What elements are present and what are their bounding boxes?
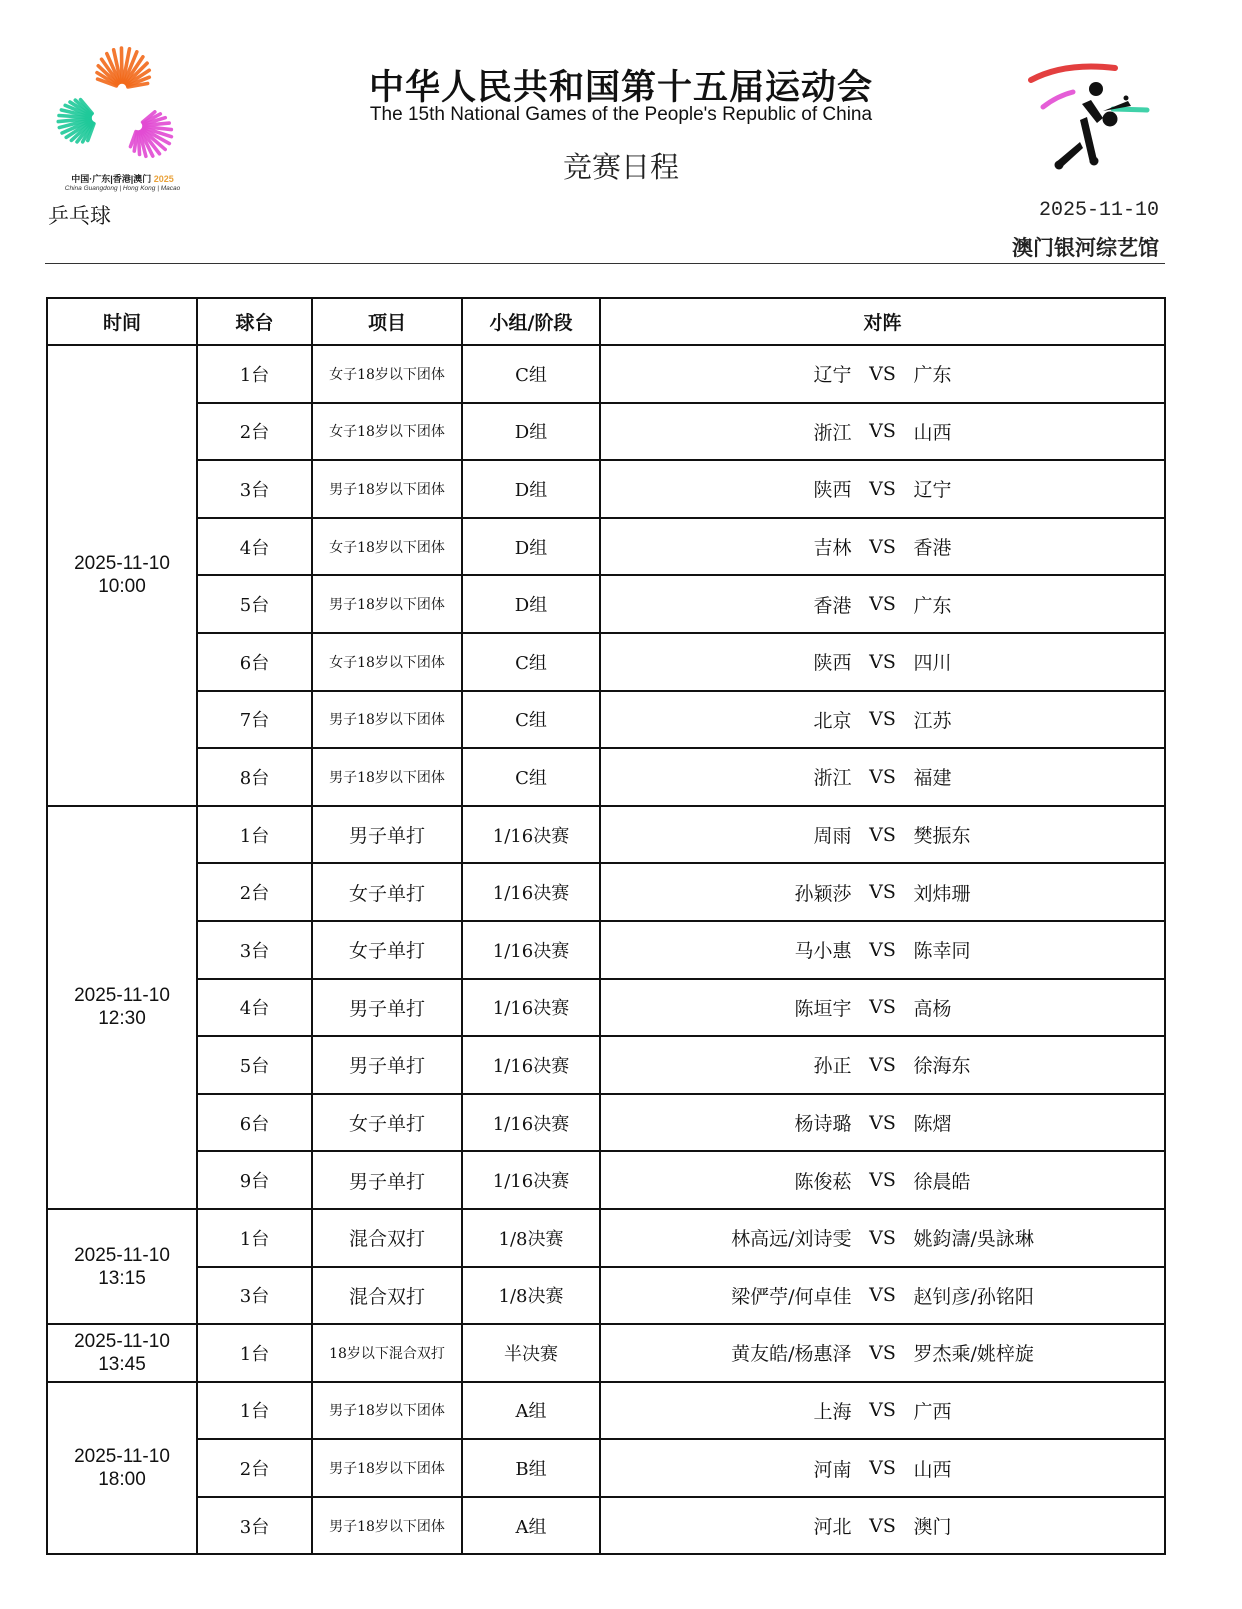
column-header-stage: 小组/阶段 (462, 298, 600, 345)
table-row (47, 1324, 1165, 1382)
matchup (601, 1109, 1164, 1136)
session-date: 2025-11-10 (74, 1446, 170, 1468)
event-cell: 男子单打 (312, 806, 462, 864)
side-a: 香港 (813, 594, 852, 617)
page-title-cn: 中华人民共和国第十五届运动会 (368, 68, 873, 108)
table-row (47, 575, 1165, 633)
column-header-time: 时间 (47, 298, 197, 345)
stage-cell: D组 (462, 460, 600, 518)
stage-cell: A组 (462, 1497, 600, 1555)
schedule-date: 2025-11-10 (1038, 199, 1159, 222)
event-cell: 男子单打 (312, 979, 462, 1037)
vs-label: VS (869, 1226, 896, 1249)
matchup (601, 1455, 1164, 1482)
stage-cell: 1/8决赛 (462, 1267, 600, 1325)
side-a: 辽宁 (813, 364, 852, 387)
table-row (47, 1382, 1165, 1440)
side-b: 广东 (913, 364, 952, 387)
matchup-cell (600, 1151, 1165, 1209)
vs-label: VS (869, 362, 896, 385)
side-a: 吉林 (813, 537, 852, 560)
side-b: 姚鈞濤/吳詠琳 (913, 1228, 1034, 1251)
table-number-cell: 2台 (197, 1439, 312, 1497)
matchup-cell (600, 1036, 1165, 1094)
matchup-cell (600, 403, 1165, 461)
table-number-cell: 2台 (197, 863, 312, 921)
event-cell: 男子单打 (312, 1036, 462, 1094)
matchup (601, 360, 1164, 387)
matchup-cell (600, 691, 1165, 749)
side-b: 辽宁 (913, 479, 952, 502)
side-a: 河北 (813, 1516, 852, 1539)
vs-label: VS (869, 1284, 896, 1307)
side-a: 梁俨苧/何卓佳 (731, 1285, 852, 1308)
side-a: 黄友皓/杨惠泽 (731, 1343, 852, 1366)
stage-cell: 1/16决赛 (462, 1151, 600, 1209)
matchup (601, 1051, 1164, 1078)
side-b: 徐海东 (913, 1055, 971, 1078)
side-b: 赵钊彦/孙铭阳 (913, 1285, 1034, 1308)
side-b: 福建 (913, 767, 952, 790)
session-time: 10:00 (98, 576, 146, 598)
table-row (47, 1209, 1165, 1267)
side-a: 林高远/刘诗雯 (731, 1228, 852, 1251)
matchup-cell (600, 460, 1165, 518)
vs-label: VS (869, 1399, 896, 1422)
side-b: 刘炜珊 (913, 882, 971, 905)
column-header-event: 项目 (312, 298, 462, 345)
vs-label: VS (869, 650, 896, 673)
sport-name: 乒乓球 (48, 204, 111, 228)
side-a: 浙江 (813, 767, 852, 790)
side-a: 周雨 (813, 825, 852, 848)
matchup (601, 1339, 1164, 1366)
matchup-cell (600, 806, 1165, 864)
vs-label: VS (869, 477, 896, 500)
stage-cell: 1/16决赛 (462, 863, 600, 921)
vs-label: VS (869, 823, 896, 846)
table-number-cell: 2台 (197, 403, 312, 461)
table-number-cell: 3台 (197, 460, 312, 518)
session-date: 2025-11-10 (74, 1330, 170, 1352)
vs-label: VS (869, 1111, 896, 1134)
side-a: 杨诗璐 (794, 1113, 852, 1136)
session-time: 18:00 (98, 1469, 146, 1491)
event-cell: 男子18岁以下团体 (312, 575, 462, 633)
vs-label: VS (869, 996, 896, 1019)
table-number-cell: 1台 (197, 1209, 312, 1267)
matchup (601, 763, 1164, 790)
matchup (601, 1282, 1164, 1309)
matchup (601, 821, 1164, 848)
event-cell: 男子18岁以下团体 (312, 1382, 462, 1440)
event-cell: 混合双打 (312, 1209, 462, 1267)
matchup (601, 936, 1164, 963)
vs-label: VS (869, 593, 896, 616)
page-title-en: The 15th National Games of the People's Republic of China (369, 104, 873, 125)
session-date: 2025-11-10 (74, 985, 170, 1007)
table-number-cell: 3台 (197, 921, 312, 979)
emblem-caption-en: China Guangdong | Hong Kong | Macao (64, 185, 181, 192)
side-a: 孙正 (813, 1055, 852, 1078)
event-cell: 男子18岁以下团体 (312, 691, 462, 749)
matchup (601, 533, 1164, 560)
table-number-cell: 6台 (197, 633, 312, 691)
table-number-cell: 3台 (197, 1267, 312, 1325)
matchup (601, 994, 1164, 1021)
matchup-cell (600, 345, 1165, 403)
stage-cell: C组 (462, 345, 600, 403)
matchup (601, 1397, 1164, 1424)
matchup (601, 1224, 1164, 1251)
matchup-cell (600, 575, 1165, 633)
table-row (47, 1497, 1165, 1555)
matchup-cell (600, 1497, 1165, 1555)
emblem-caption-year: 2025 (153, 174, 174, 184)
emblem-caption-cn: 中国·广东|香港|澳门 (71, 174, 152, 184)
matchup-cell (600, 1267, 1165, 1325)
stage-cell: C组 (462, 748, 600, 806)
side-a: 北京 (813, 709, 852, 732)
side-b: 樊振东 (913, 825, 971, 848)
venue-name: 澳门银河综艺馆 (1012, 235, 1159, 260)
vs-label: VS (869, 1053, 896, 1076)
table-number-cell: 4台 (197, 979, 312, 1037)
matchup-cell (600, 518, 1165, 576)
event-cell: 女子18岁以下团体 (312, 403, 462, 461)
session-time-cell (47, 1324, 197, 1382)
side-a: 陈垣宇 (794, 997, 852, 1020)
schedule-table (46, 297, 1166, 1555)
table-row (47, 921, 1165, 979)
vs-label: VS (869, 881, 896, 904)
table-row (47, 403, 1165, 461)
matchup (601, 1512, 1164, 1539)
vs-label: VS (869, 1457, 896, 1480)
vs-label: VS (869, 765, 896, 788)
side-a: 陕西 (813, 479, 852, 502)
header-divider (45, 263, 1165, 264)
side-b: 四川 (913, 652, 952, 675)
matchup (601, 418, 1164, 445)
session-time-cell (47, 806, 197, 1209)
matchup (601, 1167, 1164, 1194)
event-cell: 女子单打 (312, 921, 462, 979)
table-number-cell: 5台 (197, 1036, 312, 1094)
matchup-cell (600, 1209, 1165, 1267)
side-a: 马小惠 (794, 940, 852, 963)
stage-cell: 1/16决赛 (462, 1036, 600, 1094)
table-number-cell: 1台 (197, 1382, 312, 1440)
side-a: 浙江 (813, 421, 852, 444)
event-cell: 男子18岁以下团体 (312, 748, 462, 806)
table-row (47, 460, 1165, 518)
table-row (47, 1267, 1165, 1325)
stage-cell: 1/16决赛 (462, 1094, 600, 1152)
session-time-cell (47, 1209, 197, 1324)
event-cell: 18岁以下混合双打 (312, 1324, 462, 1382)
matchup-cell (600, 1094, 1165, 1152)
side-b: 广东 (913, 594, 952, 617)
matchup (601, 879, 1164, 906)
matchup-cell (600, 863, 1165, 921)
matchup-cell (600, 1439, 1165, 1497)
matchup (601, 475, 1164, 502)
side-a: 上海 (813, 1400, 852, 1423)
session-time-cell (47, 345, 197, 806)
table-row (47, 979, 1165, 1037)
stage-cell: B组 (462, 1439, 600, 1497)
table-row (47, 806, 1165, 864)
stage-cell: 1/16决赛 (462, 979, 600, 1037)
side-b: 澳门 (913, 1516, 952, 1539)
stage-cell: C组 (462, 633, 600, 691)
session-time: 12:30 (98, 1008, 146, 1030)
table-number-cell: 1台 (197, 806, 312, 864)
session-time-cell (47, 1382, 197, 1555)
table-row (47, 691, 1165, 749)
vs-label: VS (869, 1341, 896, 1364)
table-header-row (47, 298, 1165, 345)
matchup-cell (600, 979, 1165, 1037)
stage-cell: 半决赛 (462, 1324, 600, 1382)
side-a: 河南 (813, 1458, 852, 1481)
matchup-cell (600, 1324, 1165, 1382)
session-time: 13:45 (98, 1353, 146, 1375)
table-number-cell: 1台 (197, 1324, 312, 1382)
table-row (47, 518, 1165, 576)
side-b: 江苏 (913, 709, 952, 732)
table-tennis-pictogram-icon (1025, 60, 1155, 175)
stage-cell: C组 (462, 691, 600, 749)
page-subtitle: 竞赛日程 (562, 150, 679, 184)
event-cell: 女子18岁以下团体 (312, 518, 462, 576)
event-cell: 女子单打 (312, 863, 462, 921)
table-row (47, 748, 1165, 806)
table-row (47, 1036, 1165, 1094)
side-b: 陈幸同 (913, 940, 971, 963)
event-cell: 男子18岁以下团体 (312, 460, 462, 518)
event-cell: 女子单打 (312, 1094, 462, 1152)
stage-cell: A组 (462, 1382, 600, 1440)
table-number-cell: 7台 (197, 691, 312, 749)
stage-cell: D组 (462, 403, 600, 461)
side-a: 孙颖莎 (794, 882, 852, 905)
table-row (47, 863, 1165, 921)
side-b: 山西 (913, 421, 952, 444)
event-cell: 男子18岁以下团体 (312, 1497, 462, 1555)
session-date: 2025-11-10 (74, 553, 170, 575)
vs-label: VS (869, 1169, 896, 1192)
table-row (47, 345, 1165, 403)
matchup (601, 648, 1164, 675)
side-b: 徐晨皓 (913, 1170, 971, 1193)
event-cell: 混合双打 (312, 1267, 462, 1325)
vs-label: VS (869, 535, 896, 558)
matchup (601, 706, 1164, 733)
table-number-cell: 1台 (197, 345, 312, 403)
side-b: 罗杰乘/姚梓旋 (913, 1343, 1034, 1366)
table-row (47, 1439, 1165, 1497)
side-b: 香港 (913, 537, 952, 560)
table-number-cell: 4台 (197, 518, 312, 576)
stage-cell: D组 (462, 518, 600, 576)
vs-label: VS (869, 420, 896, 443)
vs-label: VS (869, 1514, 896, 1537)
table-row (47, 633, 1165, 691)
side-b: 高杨 (913, 997, 952, 1020)
column-header-table: 球台 (197, 298, 312, 345)
vs-label: VS (869, 708, 896, 731)
table-number-cell: 3台 (197, 1497, 312, 1555)
session-date: 2025-11-10 (74, 1244, 170, 1266)
matchup-cell (600, 921, 1165, 979)
event-cell: 女子18岁以下团体 (312, 633, 462, 691)
side-b: 广西 (913, 1400, 952, 1423)
stage-cell: 1/8决赛 (462, 1209, 600, 1267)
side-b: 陈熠 (913, 1113, 952, 1136)
session-time: 13:15 (98, 1267, 146, 1289)
side-a: 陕西 (813, 652, 852, 675)
table-row (47, 1094, 1165, 1152)
table-row (47, 1151, 1165, 1209)
matchup-cell (600, 1382, 1165, 1440)
matchup-cell (600, 748, 1165, 806)
stage-cell: 1/16决赛 (462, 806, 600, 864)
table-number-cell: 5台 (197, 575, 312, 633)
vs-label: VS (869, 938, 896, 961)
side-a: 陈俊菘 (794, 1170, 852, 1193)
matchup-cell (600, 633, 1165, 691)
table-number-cell: 8台 (197, 748, 312, 806)
side-b: 山西 (913, 1458, 952, 1481)
stage-cell: D组 (462, 575, 600, 633)
table-number-cell: 9台 (197, 1151, 312, 1209)
column-header-matchup: 对阵 (600, 298, 1165, 345)
stage-cell: 1/16决赛 (462, 921, 600, 979)
matchup (601, 591, 1164, 618)
event-cell: 女子18岁以下团体 (312, 345, 462, 403)
event-cell: 男子18岁以下团体 (312, 1439, 462, 1497)
event-cell: 男子单打 (312, 1151, 462, 1209)
table-number-cell: 6台 (197, 1094, 312, 1152)
